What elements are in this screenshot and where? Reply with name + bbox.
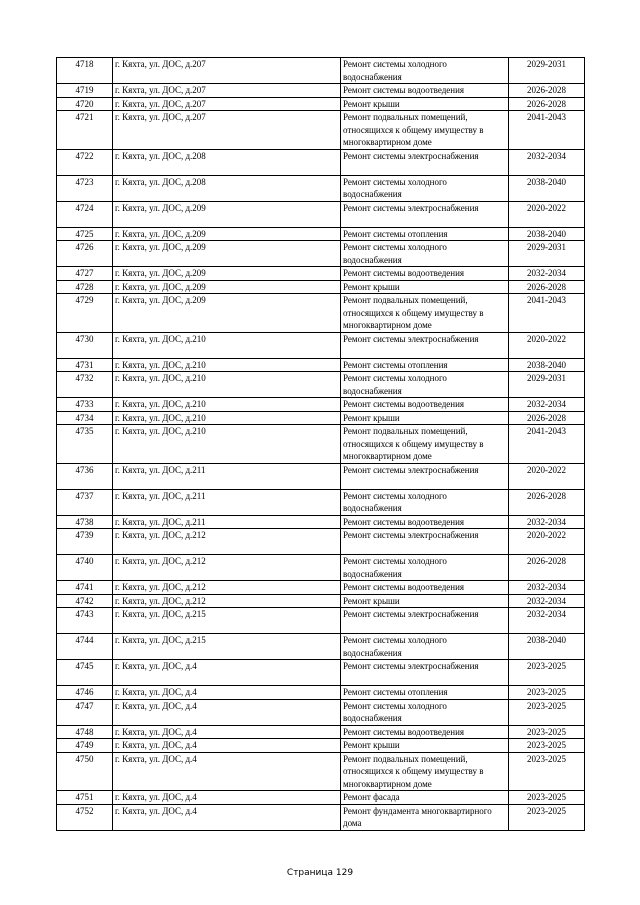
period-cell: 2023-2025 [509, 686, 585, 700]
work-type-cell: Ремонт системы водоотведения [341, 267, 509, 281]
work-type-cell: Ремонт фундамента многоквартирного дома [341, 804, 509, 830]
address-cell: г. Кяхта, ул. ДОС, д.4 [113, 791, 341, 805]
table-row [57, 84, 585, 98]
capital-repair-table [56, 57, 585, 831]
row-number-cell: 4737 [57, 489, 113, 515]
row-number-cell: 4732 [57, 372, 113, 398]
period-cell: 2032-2034 [509, 594, 585, 608]
period-cell: 2038-2040 [509, 175, 585, 201]
table-row [57, 358, 585, 372]
row-number-cell: 4731 [57, 358, 113, 372]
row-number-cell: 4748 [57, 725, 113, 739]
period-cell: 2026-2028 [509, 411, 585, 425]
work-type-cell: Ремонт крыши [341, 411, 509, 425]
work-type-cell: Ремонт подвальных помещений, относящихся к общему имуществу в многоквартирном доме [341, 752, 509, 791]
period-cell: 2032-2034 [509, 608, 585, 634]
address-cell: г. Кяхта, ул. ДОС, д.212 [113, 594, 341, 608]
period-cell: 2026-2028 [509, 280, 585, 294]
work-type-cell: Ремонт системы электроснабжения [341, 463, 509, 489]
row-number-cell: 4742 [57, 594, 113, 608]
table-row [57, 280, 585, 294]
work-type-cell: Ремонт подвальных помещений, относящихся к общему имуществу в многоквартирном доме [341, 294, 509, 333]
row-number-cell: 4751 [57, 791, 113, 805]
row-number-cell: 4722 [57, 149, 113, 175]
table-row [57, 739, 585, 753]
address-cell: г. Кяхта, ул. ДОС, д.215 [113, 634, 341, 660]
address-cell: г. Кяхта, ул. ДОС, д.212 [113, 581, 341, 595]
period-cell: 2020-2022 [509, 463, 585, 489]
address-cell: г. Кяхта, ул. ДОС, д.210 [113, 332, 341, 358]
table-row [57, 175, 585, 201]
address-cell: г. Кяхта, ул. ДОС, д.209 [113, 280, 341, 294]
row-number-cell: 4738 [57, 515, 113, 529]
row-number-cell: 4719 [57, 84, 113, 98]
work-type-cell: Ремонт подвальных помещений, относящихся к общему имуществу в многоквартирном доме [341, 111, 509, 150]
row-number-cell: 4744 [57, 634, 113, 660]
period-cell: 2032-2034 [509, 398, 585, 412]
address-cell: г. Кяхта, ул. ДОС, д.4 [113, 752, 341, 791]
address-cell: г. Кяхта, ул. ДОС, д.210 [113, 372, 341, 398]
row-number-cell: 4724 [57, 201, 113, 227]
address-cell: г. Кяхта, ул. ДОС, д.209 [113, 294, 341, 333]
table-row [57, 608, 585, 634]
period-cell: 2029-2031 [509, 241, 585, 267]
work-type-cell: Ремонт крыши [341, 97, 509, 111]
table-row [57, 489, 585, 515]
work-type-cell: Ремонт системы холодного водоснабжения [341, 175, 509, 201]
table-row [57, 555, 585, 581]
row-number-cell: 4727 [57, 267, 113, 281]
row-number-cell: 4721 [57, 111, 113, 150]
table-row [57, 594, 585, 608]
row-number-cell: 4733 [57, 398, 113, 412]
row-number-cell: 4718 [57, 58, 113, 84]
period-cell: 2023-2025 [509, 752, 585, 791]
table-row [57, 699, 585, 725]
period-cell: 2023-2025 [509, 660, 585, 686]
period-cell: 2026-2028 [509, 489, 585, 515]
period-cell: 2029-2031 [509, 58, 585, 84]
address-cell: г. Кяхта, ул. ДОС, д.4 [113, 660, 341, 686]
address-cell: г. Кяхта, ул. ДОС, д.207 [113, 97, 341, 111]
work-type-cell: Ремонт системы электроснабжения [341, 332, 509, 358]
work-type-cell: Ремонт системы электроснабжения [341, 149, 509, 175]
row-number-cell: 4723 [57, 175, 113, 201]
table-row [57, 97, 585, 111]
table-row [57, 425, 585, 464]
table-row [57, 686, 585, 700]
table-row [57, 111, 585, 150]
period-cell: 2023-2025 [509, 739, 585, 753]
table-row [57, 372, 585, 398]
work-type-cell: Ремонт системы электроснабжения [341, 201, 509, 227]
period-cell: 2041-2043 [509, 111, 585, 150]
period-cell: 2020-2022 [509, 201, 585, 227]
address-cell: г. Кяхта, ул. ДОС, д.210 [113, 358, 341, 372]
table-row [57, 411, 585, 425]
work-type-cell: Ремонт системы водоотведения [341, 581, 509, 595]
table-row [57, 752, 585, 791]
row-number-cell: 4743 [57, 608, 113, 634]
address-cell: г. Кяхта, ул. ДОС, д.215 [113, 608, 341, 634]
work-type-cell: Ремонт системы холодного водоснабжения [341, 58, 509, 84]
address-cell: г. Кяхта, ул. ДОС, д.208 [113, 149, 341, 175]
period-cell: 2020-2022 [509, 529, 585, 555]
period-cell: 2038-2040 [509, 634, 585, 660]
work-type-cell: Ремонт системы водоотведения [341, 398, 509, 412]
period-cell: 2038-2040 [509, 227, 585, 241]
table-row [57, 660, 585, 686]
address-cell: г. Кяхта, ул. ДОС, д.210 [113, 411, 341, 425]
address-cell: г. Кяхта, ул. ДОС, д.209 [113, 227, 341, 241]
address-cell: г. Кяхта, ул. ДОС, д.210 [113, 425, 341, 464]
work-type-cell: Ремонт системы холодного водоснабжения [341, 489, 509, 515]
period-cell: 2023-2025 [509, 699, 585, 725]
period-cell: 2041-2043 [509, 425, 585, 464]
work-type-cell: Ремонт системы холодного водоснабжения [341, 634, 509, 660]
row-number-cell: 4739 [57, 529, 113, 555]
period-cell: 2026-2028 [509, 97, 585, 111]
work-type-cell: Ремонт системы отопления [341, 227, 509, 241]
address-cell: г. Кяхта, ул. ДОС, д.4 [113, 725, 341, 739]
address-cell: г. Кяхта, ул. ДОС, д.4 [113, 686, 341, 700]
row-number-cell: 4750 [57, 752, 113, 791]
work-type-cell: Ремонт подвальных помещений, относящихся к общему имуществу в многоквартирном доме [341, 425, 509, 464]
period-cell: 2032-2034 [509, 515, 585, 529]
address-cell: г. Кяхта, ул. ДОС, д.211 [113, 463, 341, 489]
work-type-cell: Ремонт системы холодного водоснабжения [341, 699, 509, 725]
address-cell: г. Кяхта, ул. ДОС, д.212 [113, 555, 341, 581]
row-number-cell: 4726 [57, 241, 113, 267]
work-type-cell: Ремонт системы электроснабжения [341, 608, 509, 634]
table-row [57, 267, 585, 281]
work-type-cell: Ремонт системы водоотведения [341, 84, 509, 98]
row-number-cell: 4725 [57, 227, 113, 241]
row-number-cell: 4752 [57, 804, 113, 830]
work-type-cell: Ремонт системы холодного водоснабжения [341, 555, 509, 581]
row-number-cell: 4729 [57, 294, 113, 333]
address-cell: г. Кяхта, ул. ДОС, д.211 [113, 489, 341, 515]
table-row [57, 804, 585, 830]
row-number-cell: 4730 [57, 332, 113, 358]
period-cell: 2032-2034 [509, 581, 585, 595]
address-cell: г. Кяхта, ул. ДОС, д.4 [113, 699, 341, 725]
row-number-cell: 4728 [57, 280, 113, 294]
work-type-cell: Ремонт системы водоотведения [341, 515, 509, 529]
work-type-cell: Ремонт крыши [341, 739, 509, 753]
period-cell: 2038-2040 [509, 358, 585, 372]
address-cell: г. Кяхта, ул. ДОС, д.207 [113, 84, 341, 98]
address-cell: г. Кяхта, ул. ДОС, д.208 [113, 175, 341, 201]
table-row [57, 725, 585, 739]
address-cell: г. Кяхта, ул. ДОС, д.209 [113, 241, 341, 267]
row-number-cell: 4741 [57, 581, 113, 595]
row-number-cell: 4746 [57, 686, 113, 700]
table-row [57, 581, 585, 595]
row-number-cell: 4745 [57, 660, 113, 686]
address-cell: г. Кяхта, ул. ДОС, д.4 [113, 739, 341, 753]
period-cell: 2032-2034 [509, 149, 585, 175]
table-row [57, 58, 585, 84]
table-row [57, 201, 585, 227]
address-cell: г. Кяхта, ул. ДОС, д.209 [113, 201, 341, 227]
period-cell: 2041-2043 [509, 294, 585, 333]
table-row [57, 463, 585, 489]
row-number-cell: 4720 [57, 97, 113, 111]
period-cell: 2023-2025 [509, 804, 585, 830]
work-type-cell: Ремонт системы отопления [341, 686, 509, 700]
table-row [57, 529, 585, 555]
work-type-cell: Ремонт системы холодного водоснабжения [341, 372, 509, 398]
address-cell: г. Кяхта, ул. ДОС, д.209 [113, 267, 341, 281]
period-cell: 2020-2022 [509, 332, 585, 358]
period-cell: 2029-2031 [509, 372, 585, 398]
table-row [57, 294, 585, 333]
work-type-cell: Ремонт системы отопления [341, 358, 509, 372]
address-cell: г. Кяхта, ул. ДОС, д.210 [113, 398, 341, 412]
address-cell: г. Кяхта, ул. ДОС, д.207 [113, 58, 341, 84]
row-number-cell: 4735 [57, 425, 113, 464]
table-row [57, 634, 585, 660]
work-type-cell: Ремонт системы водоотведения [341, 725, 509, 739]
address-cell: г. Кяхта, ул. ДОС, д.211 [113, 515, 341, 529]
table-row [57, 227, 585, 241]
table-row [57, 332, 585, 358]
period-cell: 2023-2025 [509, 725, 585, 739]
period-cell: 2026-2028 [509, 555, 585, 581]
period-cell: 2023-2025 [509, 791, 585, 805]
table-row [57, 241, 585, 267]
work-type-cell: Ремонт системы электроснабжения [341, 529, 509, 555]
table-row [57, 149, 585, 175]
work-type-cell: Ремонт крыши [341, 594, 509, 608]
work-type-cell: Ремонт системы холодного водоснабжения [341, 241, 509, 267]
period-cell: 2032-2034 [509, 267, 585, 281]
row-number-cell: 4740 [57, 555, 113, 581]
address-cell: г. Кяхта, ул. ДОС, д.207 [113, 111, 341, 150]
table-row [57, 398, 585, 412]
address-cell: г. Кяхта, ул. ДОС, д.212 [113, 529, 341, 555]
row-number-cell: 4736 [57, 463, 113, 489]
work-type-cell: Ремонт крыши [341, 280, 509, 294]
work-type-cell: Ремонт системы электроснабжения [341, 660, 509, 686]
table-row [57, 791, 585, 805]
row-number-cell: 4734 [57, 411, 113, 425]
row-number-cell: 4749 [57, 739, 113, 753]
address-cell: г. Кяхта, ул. ДОС, д.4 [113, 804, 341, 830]
page-number: Страница 129 [286, 868, 354, 878]
work-type-cell: Ремонт фасада [341, 791, 509, 805]
row-number-cell: 4747 [57, 699, 113, 725]
table-row [57, 515, 585, 529]
period-cell: 2026-2028 [509, 84, 585, 98]
table-body [57, 58, 585, 831]
